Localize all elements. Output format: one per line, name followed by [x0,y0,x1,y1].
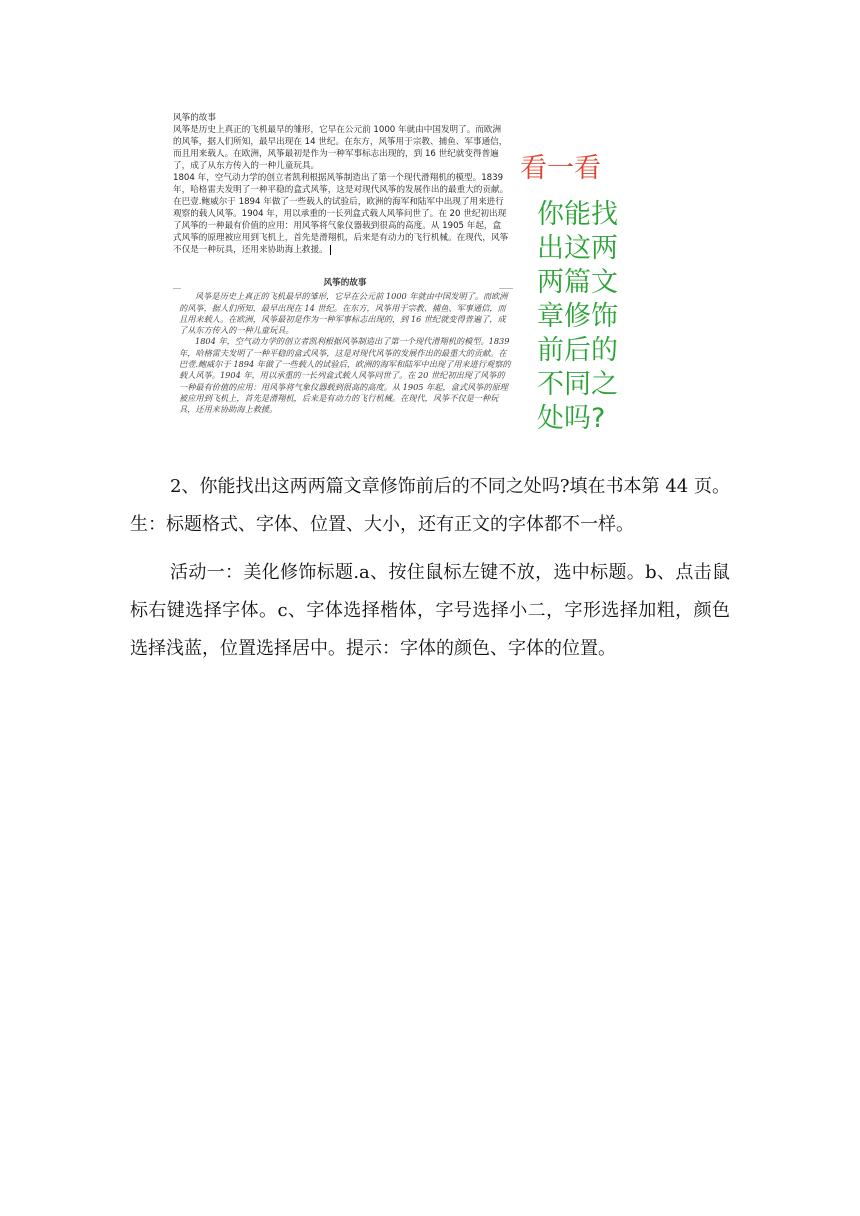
look-label: 看一看 [520,153,601,184]
after-paragraph: 1804 年，空气动力学的创立者凯利根据风筝制造出了第一个现代滑翔机的模型。1839 年，哈格雷夫发明了一种平稳的盒式风筝，这是对现代风筝的发展作出的最重大的贡献。在巴壹.鲍威尔于 1894 年做了一些载人的试验后，欧洲的海军和陆军中出现了用来进行观察的载人风筝。1904 年，用以承重的一长列盒式载人风筝问世了。在 20 世纪初出现了风筝的一种最有价值的应用：用风筝将气象仪器载到很高的高度。从 1905 年起，盒式风筝的原理被应用到飞机上，首先是滑翔机，后来是有动力的飞行机械。在现代，风筝不仅是一种玩具，还用来协助海上救援。 [179,336,511,415]
body-paragraph: 2、你能找出这两两篇文章修饰前后的不同之处吗?填在书本第 44 页。生：标题格式、字体、位置、大小，还有正文的字体都不一样。 [130,476,730,535]
document-before-formatting [173,112,509,277]
document-after-formatting [179,278,511,446]
before-paragraph: 风筝是历史上真正的飞机最早的雏形，它早在公元前 1000 年就由中国发明了。而欧洲的风筝，据人们所知，最早出现在 14 世纪。在东方，风筝用于宗教、捕鱼、军事通信，而且用来载人。在欧洲，风筝最初是作为一种军事标志出现的，到 16 世纪就变得普遍了，成了从东方传入的一种儿童玩具。 [173,125,508,171]
before-title: 风筝的故事 [173,113,216,123]
body-paragraph: 活动一：美化修饰标题.a、按住鼠标左键不放，选中标题。b、点击鼠标右键选择字体。c、字体选择楷体，字号选择小二，字形选择加粗，颜色选择浅蓝，位置选择居中。提示：字体的颜色、字体的位置。 [130,562,730,659]
after-paragraph: 风筝是历史上真正的飞机最早的雏形，它早在公元前 1000 年就由中国发明了。而欧洲的风筝，据人们所知，最早出现在 14 世纪。在东方，风筝用于宗教、捕鱼、军事通信，而且用来载人。在欧洲，风筝最初是作为一种军事标志出现的，到 16 世纪就变得普遍了，成了从东方传入的一种儿童玩具。 [179,291,508,336]
after-title: 风筝的故事 [323,278,367,288]
question-text: 你能找出这两两篇文章修饰前后的不同之处吗? [537,199,618,434]
before-paragraph: 1804 年，空气动力学的创立者凯利根据风筝制造出了第一个现代滑翔机的模型。1839 年，哈格雷夫发明了一种平稳的盒式风筝，这是对现代风筝的发展作出的最重大的贡献。在巴壹.鲍威尔于 1894 年做了一些载人的试验后，欧洲的海军和陆军中出现了用来进行观察的载人风筝。1904 年，用以承重的一长列盒式载人风筝问世了。在 20 世纪初出现了风筝的一种最有价值的应用：用风筝将气象仪器载到很高的高度。从 1905 年起，盒式风筝的原理被应用到飞机上，首先是滑翔机，后来是有动力的飞行机械。在现代，风筝不仅是一种玩具，还用来协助海上救援。 [173,173,509,255]
comparison-figure [165,104,685,450]
text-cursor [330,245,331,255]
body-text [130,468,730,678]
